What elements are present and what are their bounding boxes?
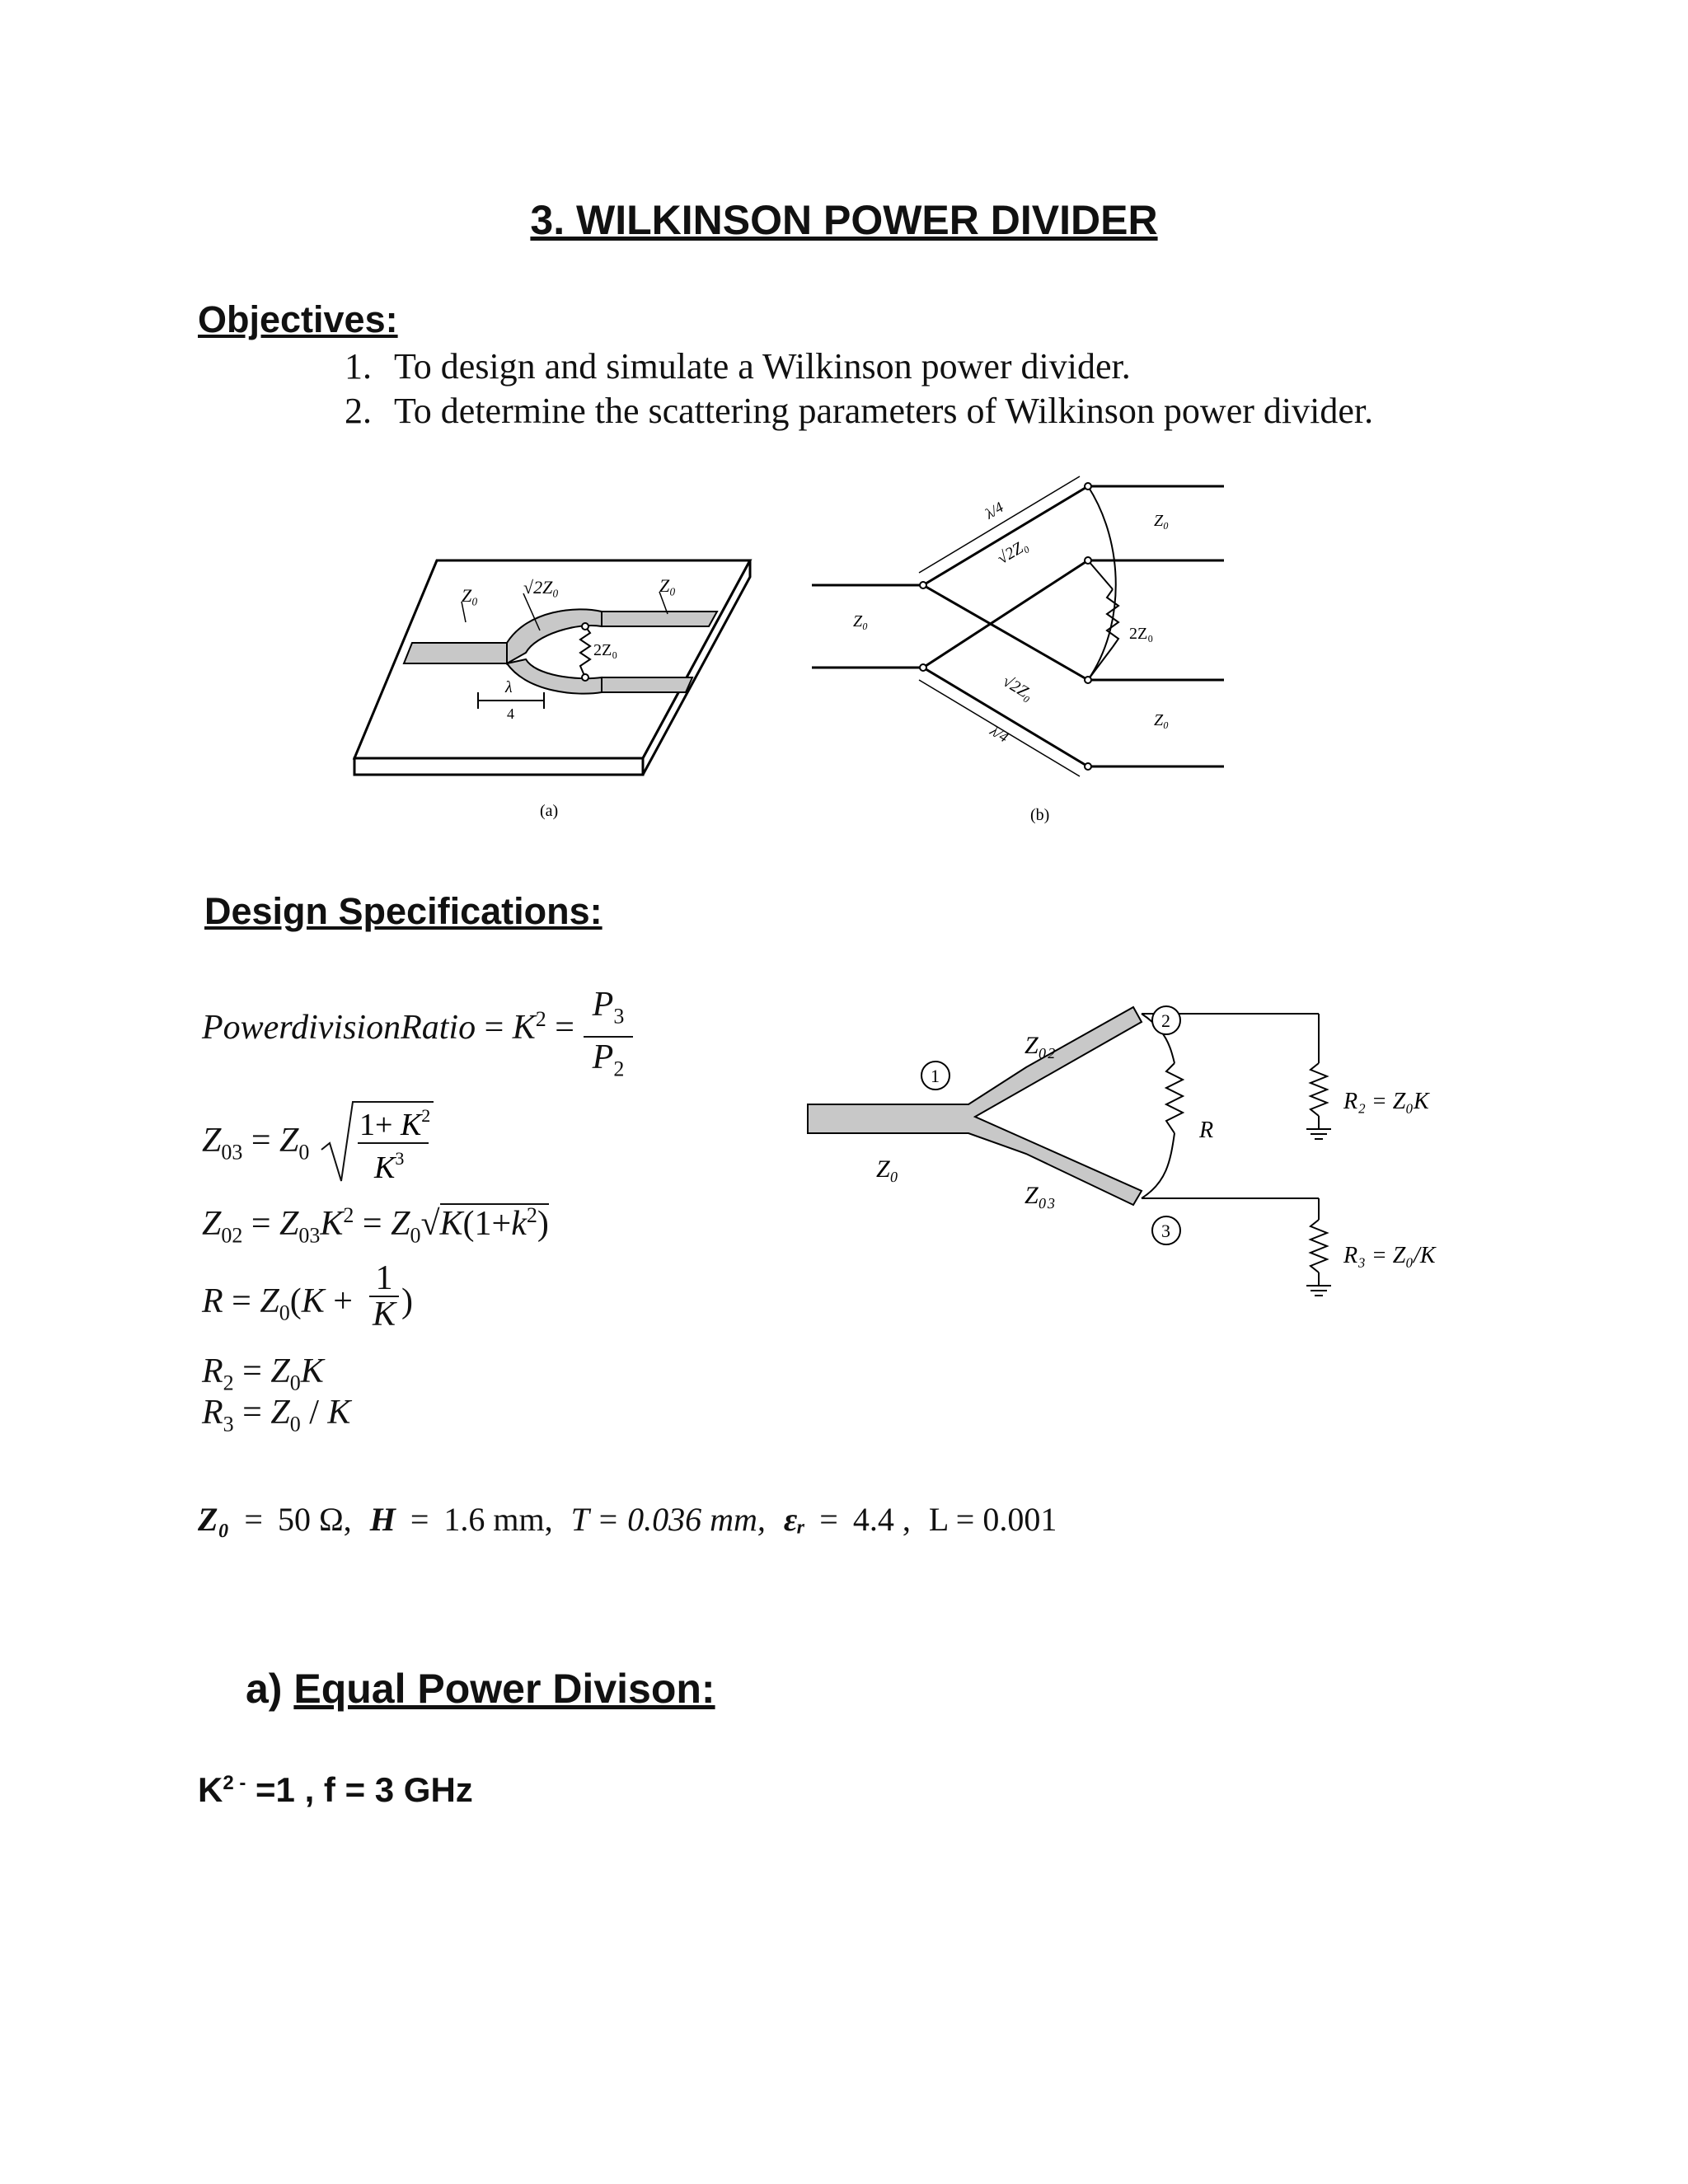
param-h-symbol: H — [369, 1501, 396, 1538]
design-parameters: Z₀ = 50 Ω, H = 1.6 mm, T = 0.036 mm, εᵣ = 4.4 , L = 0.001 — [198, 1501, 1057, 1538]
port2-label: 2 — [1161, 1010, 1170, 1031]
fig-b-sqrt2z0-bottom: √2Z₀ — [999, 672, 1037, 705]
figure-b-schematic — [804, 462, 1245, 832]
figure-circuit — [804, 997, 1512, 1327]
circuit-r: R — [1199, 1118, 1214, 1143]
fig-a-z0-right: Z₀ — [659, 575, 676, 596]
page-title: 3. WILKINSON POWER DIVIDER — [530, 197, 1158, 243]
fig-a-caption: (a) — [540, 802, 559, 820]
objective-item: 1. To design and simulate a Wilkinson power divider. — [345, 346, 1131, 387]
param-h-value: 1.6 mm, — [443, 1501, 553, 1538]
fig-b-z0-in: Z₀ — [853, 612, 869, 630]
fig-b-lambda4-top: λ/4 — [982, 499, 1006, 523]
param-er-value: 4.4 , — [852, 1501, 911, 1538]
param-z0-value: 50 Ω, — [277, 1501, 352, 1538]
equal-power-heading: a) Equal Power Divison: — [246, 1666, 715, 1712]
fig-b-caption: (b) — [1030, 806, 1050, 824]
equal-power-spec: $K^{2 -} =1$ , f = 3 GHz — [198, 1770, 473, 1809]
circuit-r2: R₂ = Z₀K — [1343, 1089, 1429, 1114]
objective-item: 2. To determine the scattering parameters of Wilkinson power divider. — [345, 391, 1374, 431]
eq-r: $R = Z_0(K$ + — [202, 1282, 353, 1325]
fig-b-z0-out-bottom: Z₀ — [1154, 711, 1170, 729]
param-er-symbol: εᵣ — [783, 1501, 805, 1538]
eq-r-close: ) — [401, 1282, 413, 1320]
fig-b-resistor: 2Z₀ — [1129, 625, 1154, 643]
param-z0-symbol: Z₀ — [198, 1501, 230, 1538]
objectives-list — [345, 344, 1373, 434]
port1-label: 1 — [931, 1066, 940, 1086]
port3-label: 3 — [1161, 1221, 1170, 1241]
design-heading: Design Specifications: — [204, 890, 603, 932]
eq-r3: $R_3 = Z_0 / K$ — [202, 1394, 351, 1436]
svg-text:1+ K2: $1+ K^2$ — [359, 1105, 431, 1142]
eq-power-fraction: $P_3$ $P_2$ — [584, 985, 633, 1090]
figure-a-microstrip — [330, 544, 775, 841]
eq-z03-sqrt — [320, 1092, 435, 1187]
fig-b-z0-out-top: Z₀ — [1154, 512, 1170, 530]
svg-text:K3: $K^3$ — [374, 1148, 405, 1185]
fig-b-lambda4-bottom: λ/4 — [987, 722, 1011, 746]
circuit-z03: Z₀₃ — [1025, 1182, 1056, 1209]
circuit-z02: Z₀₂ — [1025, 1032, 1056, 1059]
fig-a-four: 4 — [507, 705, 514, 722]
eq-z03: $Z_{03} = Z_0$ — [202, 1122, 310, 1165]
fig-a-resistor: 2Z₀ — [593, 641, 618, 659]
eq-z02: $Z_{02} = Z_{03}K^2 = Z_0√K(1+k^2)$ — [202, 1203, 549, 1248]
fig-a-sqrt2z0: √2Z₀ — [523, 577, 559, 598]
fig-a-z0-left: Z₀ — [462, 585, 478, 606]
param-t: T = 0.036 mm, — [570, 1501, 766, 1538]
eq-power-ratio: PowerdivisionRatio = $K^2$ = — [202, 1007, 574, 1047]
param-l: L = 0.001 — [928, 1501, 1057, 1538]
eq-r2: $R_2 = Z_0K$ — [202, 1352, 324, 1395]
eq-r-fraction: 1 K — [369, 1261, 399, 1332]
circuit-r3: R₃ = Z₀/K — [1343, 1243, 1436, 1268]
fig-b-sqrt2z0-top: √2Z₀ — [994, 536, 1032, 569]
objectives-heading: Objectives: — [198, 298, 398, 340]
circuit-z0: Z₀ — [876, 1155, 899, 1183]
fig-a-lambda: λ — [505, 678, 513, 696]
